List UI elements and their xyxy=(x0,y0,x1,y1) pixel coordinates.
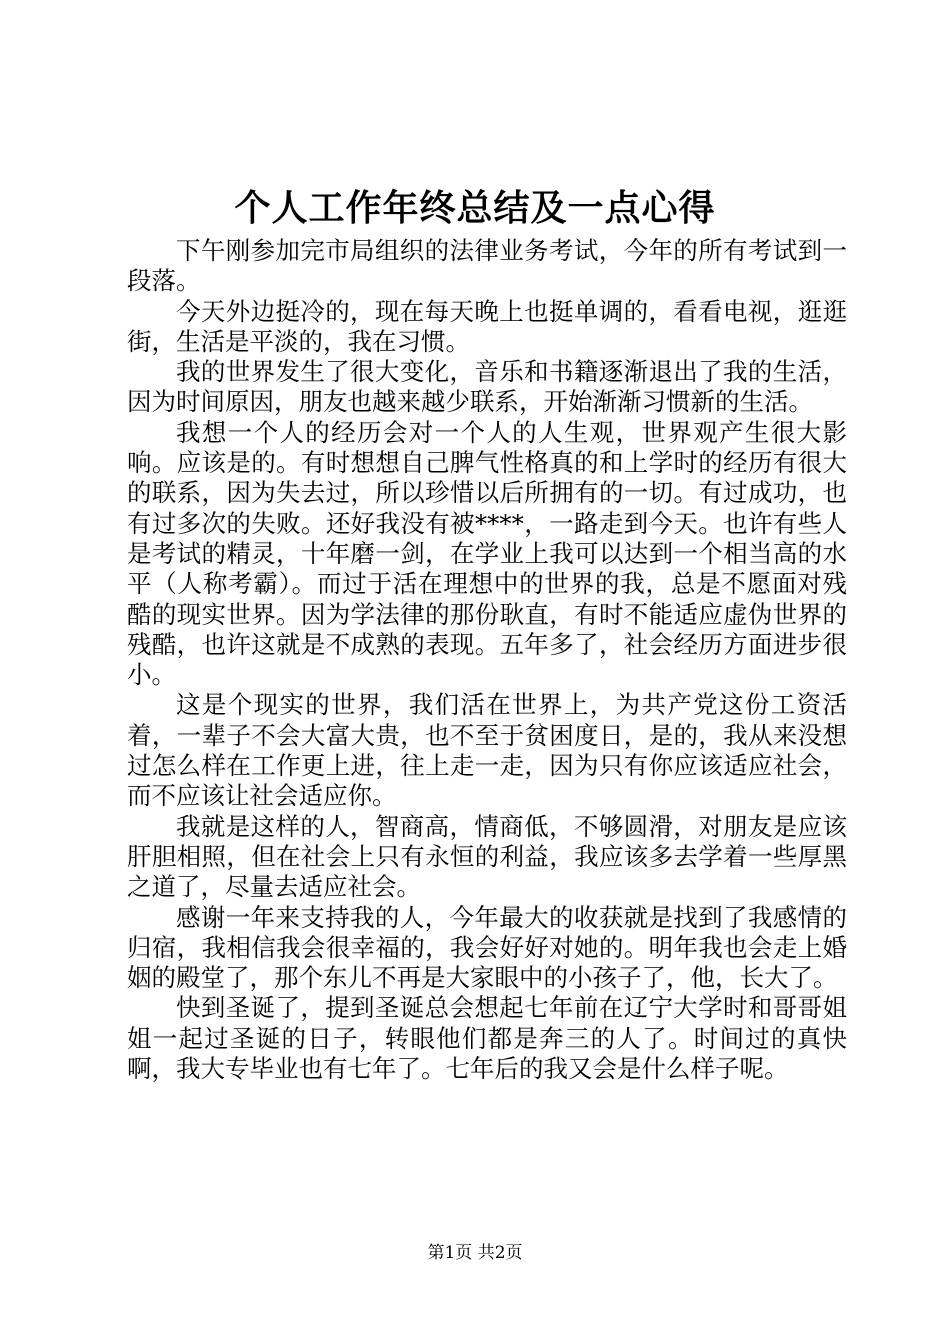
paragraph-1: 下午刚参加完市局组织的法律业务考试，今年的所有考试到一段落。 xyxy=(127,236,847,296)
paragraph-3: 我的世界发生了很大变化，音乐和书籍逐渐退出了我的生活，因为时间原因，朋友也越来越少联系，开始渐渐习惯新的生活。 xyxy=(127,357,847,417)
page-footer: 第1页 共2页 xyxy=(427,1243,523,1263)
paragraph-8: 快到圣诞了，提到圣诞总会想起七年前在辽宁大学时和哥哥姐姐一起过圣诞的日子，转眼他们都是奔三的人了。时间过的真快啊，我大专毕业也有七年了。七年后的我又会是什么样子呢。 xyxy=(127,993,847,1084)
paragraph-5: 这是个现实的世界，我们活在世界上，为共产党这份工资活着，一辈子不会大富大贵，也不至于贫困度日，是的，我从来没想过怎么样在工作更上进，往上走一走，因为只有你应该适应社会，而不应该让社会适应你。 xyxy=(127,690,847,811)
document-body xyxy=(127,236,847,1084)
paragraph-4: 我想一个人的经历会对一个人的人生观，世界观产生很大影响。应该是的。有时想想自己脾气性格真的和上学时的经历有很大的联系，因为失去过，所以珍惜以后所拥有的一切。有过成功，也有过多次的失败。还好我没有被****，一路走到今天。也许有些人是考试的精灵，十年磨一剑，在学业上我可以达到一个相当高的水平（人称考霸）。而过于活在理想中的世界的我，总是不愿面对残酷的现实世界。因为学法律的那份耿直，有时不能适应虚伪世界的残酷，也许这就是不成熟的表现。五年多了，社会经历方面进步很小。 xyxy=(127,417,847,690)
paragraph-7: 感谢一年来支持我的人，今年最大的收获就是找到了我感情的归宿，我相信我会很幸福的，我会好好对她的。明年我也会走上婚姻的殿堂了，那个东儿不再是大家眼中的小孩子了，他，长大了。 xyxy=(127,902,847,993)
paragraph-2: 今天外边挺冷的，现在每天晚上也挺单调的，看看电视，逛逛街，生活是平淡的，我在习惯。 xyxy=(127,296,847,356)
document-title: 个人工作年终总结及一点心得 xyxy=(234,187,716,229)
paragraph-6: 我就是这样的人，智商高，情商低，不够圆滑，对朋友是应该肝胆相照，但在社会上只有永恒的利益，我应该多去学着一些厚黑之道了，尽量去适应社会。 xyxy=(127,811,847,902)
